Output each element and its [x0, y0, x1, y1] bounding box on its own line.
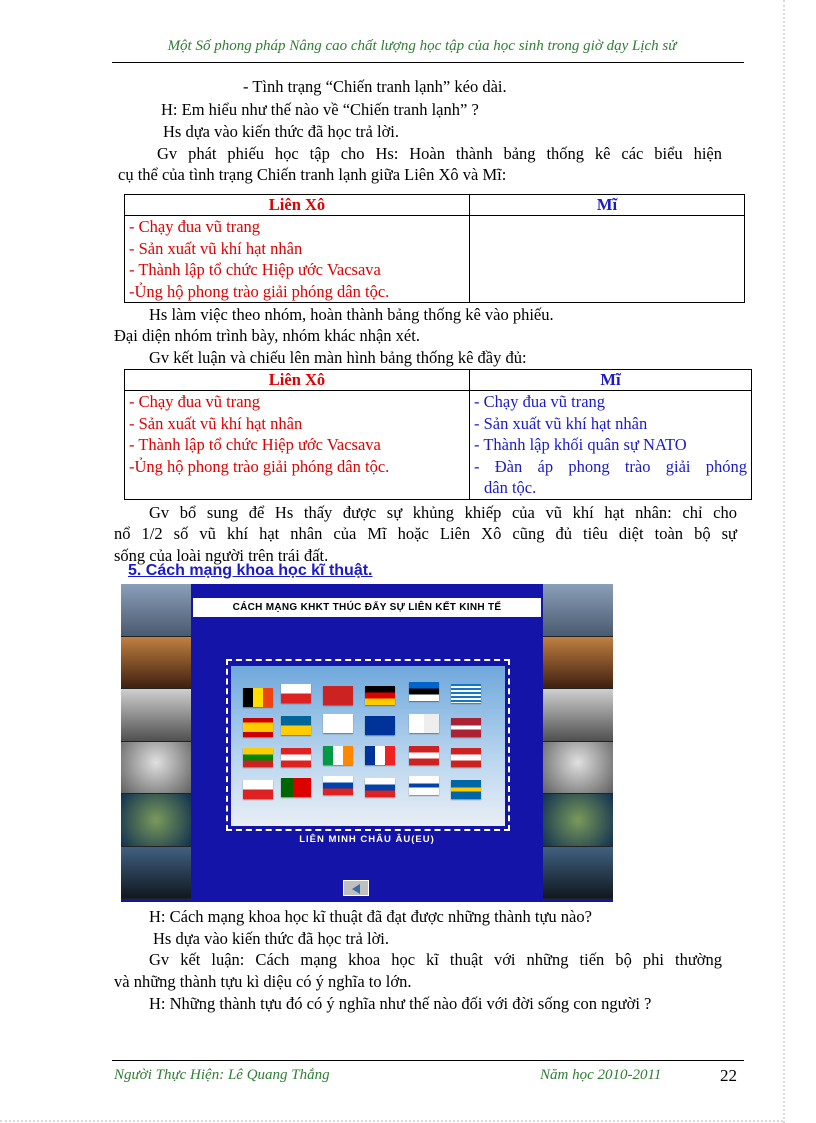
table-cell-line: - Thành lập tổ chức Hiệp ước Vacsava — [129, 435, 381, 454]
paragraph: Đại diện nhóm trình bày, nhóm khác nhận xét. — [114, 326, 420, 345]
slide-back-button[interactable] — [343, 880, 369, 896]
paragraph: Hs dựa vào kiến thức đã học trả lời. — [163, 122, 400, 141]
table-cell-line: - Sản xuất vũ khí hạt nhân — [474, 413, 648, 433]
eu-flags-picture — [231, 666, 505, 826]
photo-strip — [121, 584, 191, 902]
paragraph: Gv phát phiếu học tập cho Hs: Hoàn thành bảng thống kê các biểu hiện — [157, 144, 722, 163]
paragraph: Gv bổ sung để Hs thấy được sự khủng khiếp của vũ khí hạt nhân: chỉ cho — [149, 503, 737, 522]
section-heading: 5. Cách mạng khoa học kĩ thuật. — [128, 562, 373, 579]
photo-strip — [543, 584, 613, 902]
paragraph: cụ thể của tình trạng Chiến tranh lạnh giữa Liên Xô và Mĩ: — [118, 165, 507, 184]
page-border — [783, 0, 785, 1123]
table-cell-line: - Sản xuất vũ khí hạt nhân — [129, 413, 303, 433]
paragraph: sống của loài người trên trái đất. — [114, 546, 329, 565]
header-rule — [112, 62, 744, 63]
paragraph: và những thành tựu kì diệu có ý nghĩa to lớn. — [114, 972, 412, 991]
footer-rule — [112, 1060, 744, 1061]
page-border — [0, 1120, 783, 1122]
table-header: Liên Xô — [125, 370, 470, 391]
table-cell-line: - Thành lập tổ chức Hiệp ước Vacsava — [129, 260, 381, 279]
slide-image — [121, 584, 613, 902]
comparison-table-full — [124, 369, 752, 500]
table-cell-line: -Ủng hộ phong trào giải phóng dân tộc. — [129, 281, 390, 301]
table-header: Mĩ — [470, 370, 752, 391]
paragraph: H: Cách mạng khoa học kĩ thuật đã đạt được những thành tựu nào? — [149, 907, 592, 926]
table-cell-line: - Thành lập khối quân sự NATO — [474, 435, 687, 454]
table-cell-line: - Sản xuất vũ khí hạt nhân — [129, 238, 303, 258]
slide-caption: LIÊN MINH CHÂU ÂU(EU) — [299, 834, 435, 845]
table-cell-line: dân tộc. — [484, 478, 537, 497]
page-header: Một Số phong pháp Nâng cao chất lượng học tập của học sinh trong giờ dạy Lịch sử — [167, 38, 677, 54]
comparison-table-blank — [124, 194, 745, 303]
table-cell-line: - Chạy đua vũ trang — [474, 392, 606, 411]
paragraph: Gv kết luận: Cách mạng khoa học kĩ thuật với những tiến bộ phi thường — [149, 950, 722, 969]
table-header: Liên Xô — [125, 195, 470, 216]
paragraph: - Tình trạng “Chiến tranh lạnh” kéo dài. — [243, 77, 507, 96]
paragraph: nổ 1/2 số vũ khí hạt nhân của Mĩ hoặc Liên Xô cũng đủ tiêu diệt toàn bộ sự — [114, 524, 737, 543]
slide-title: CÁCH MẠNG KHKT THÚC ĐẨY SỰ LIÊN KẾT KINH TẾ — [193, 598, 541, 617]
table-cell-line: - Chạy đua vũ trang — [129, 392, 261, 411]
table-cell-line: - Chạy đua vũ trang — [129, 217, 261, 236]
table-header: Mĩ — [470, 195, 745, 216]
paragraph: Hs làm việc theo nhóm, hoàn thành bảng thống kê vào phiếu. — [149, 305, 554, 324]
paragraph: Gv kết luận và chiếu lên màn hình bảng thống kê đầy đủ: — [149, 348, 527, 367]
paragraph: Hs dựa vào kiến thức đã học trả lời. — [153, 929, 390, 948]
page-number: 22 — [720, 1066, 737, 1085]
table-cell-line: - Đàn áp phong trào giải phóng — [474, 456, 747, 476]
footer-year: Năm học 2010-2011 — [540, 1067, 662, 1083]
footer-author: Người Thực Hiện: Lê Quang Thắng — [114, 1067, 330, 1083]
paragraph: H: Em hiểu như thế nào về “Chiến tranh lạnh” ? — [161, 100, 479, 119]
paragraph: H: Những thành tựu đó có ý nghĩa như thế nào đối với đời sống con người ? — [149, 994, 652, 1013]
table-cell-line: -Ủng hộ phong trào giải phóng dân tộc. — [129, 456, 390, 476]
table-cell-empty — [470, 216, 745, 303]
